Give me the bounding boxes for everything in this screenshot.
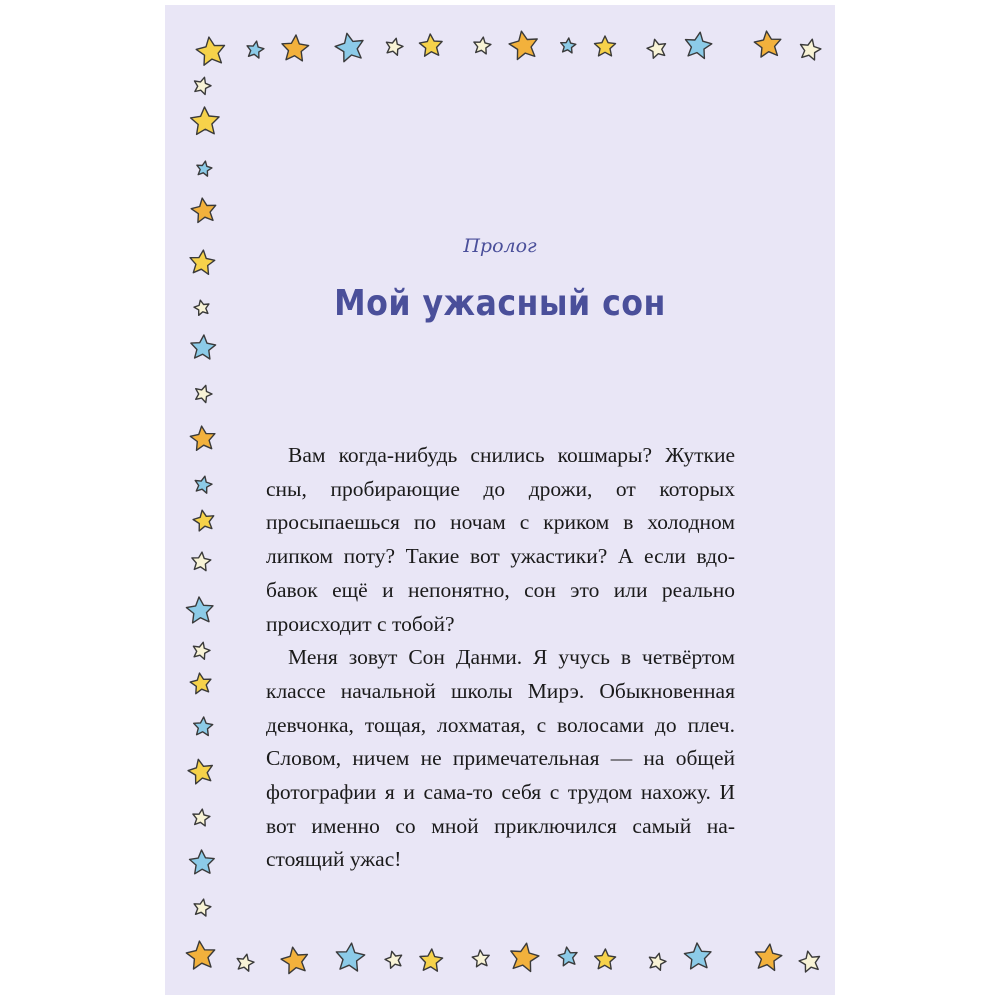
star-icon — [755, 944, 781, 970]
star-icon — [754, 31, 781, 57]
star-icon — [186, 597, 213, 623]
star-icon — [801, 39, 821, 60]
star-icon — [192, 552, 211, 571]
star-icon — [474, 37, 491, 54]
chapter-label: Пролог — [463, 235, 537, 257]
star-icon — [191, 198, 216, 222]
star-icon — [188, 759, 212, 784]
star-icon — [237, 954, 254, 971]
star-icon — [799, 951, 819, 972]
star-icon — [195, 77, 212, 94]
star-icon — [195, 476, 212, 493]
star-icon — [419, 34, 442, 56]
star-icon — [193, 642, 210, 659]
star-icon — [193, 510, 214, 531]
chapter-title: Мой ужасный сон — [334, 283, 666, 324]
star-icon — [595, 36, 616, 56]
star-icon — [647, 39, 666, 58]
star-icon — [511, 943, 539, 971]
star-icon — [194, 717, 213, 736]
star-icon — [420, 949, 443, 971]
star-icon — [282, 35, 309, 61]
star-icon — [335, 33, 363, 61]
star-icon — [190, 426, 215, 450]
star-icon — [194, 899, 211, 916]
star-icon — [558, 947, 577, 966]
star-icon — [509, 31, 537, 59]
book-page — [165, 5, 835, 995]
star-icon — [197, 161, 212, 176]
star-icon — [191, 107, 220, 134]
star-icon — [190, 673, 211, 694]
star-icon — [196, 385, 212, 402]
star-icon — [686, 32, 712, 58]
star-icon — [247, 41, 264, 58]
star-icon — [561, 38, 576, 53]
paragraph: Вам когда-нибудь снились кошмары? Жуткие сны, пробирающие до дрожи, от которых просыпаешься по ночам с криком в холодном липком поту? Такие вот ужастики? А если вдобавок ещё и непонятно, сон это или реально происходит с тобой? — [266, 443, 735, 636]
star-icon — [385, 951, 402, 968]
star-icon — [386, 38, 403, 55]
star-icon — [191, 335, 216, 359]
body-text — [266, 439, 735, 877]
star-icon — [595, 949, 616, 969]
star-icon — [336, 943, 364, 971]
star-icon — [684, 943, 711, 969]
star-icon — [186, 941, 214, 969]
paragraph: Меня зовут Сон Данми. Я учусь в четвёртом классе начальной школы Мирэ. Обыкновенная девчонка, тощая, лохматая, с волосами до плеч. Словом, ничем не примечательная — на общей фотографии я и сама-то себя с трудом нахожу. И вот именно со мной приключился самый настоящий ужас! — [266, 645, 735, 872]
star-icon — [281, 947, 307, 973]
star-icon — [649, 953, 666, 970]
star-icon — [472, 950, 489, 967]
star-icon — [196, 37, 224, 65]
star-icon — [190, 850, 215, 874]
star-icon — [193, 809, 210, 826]
